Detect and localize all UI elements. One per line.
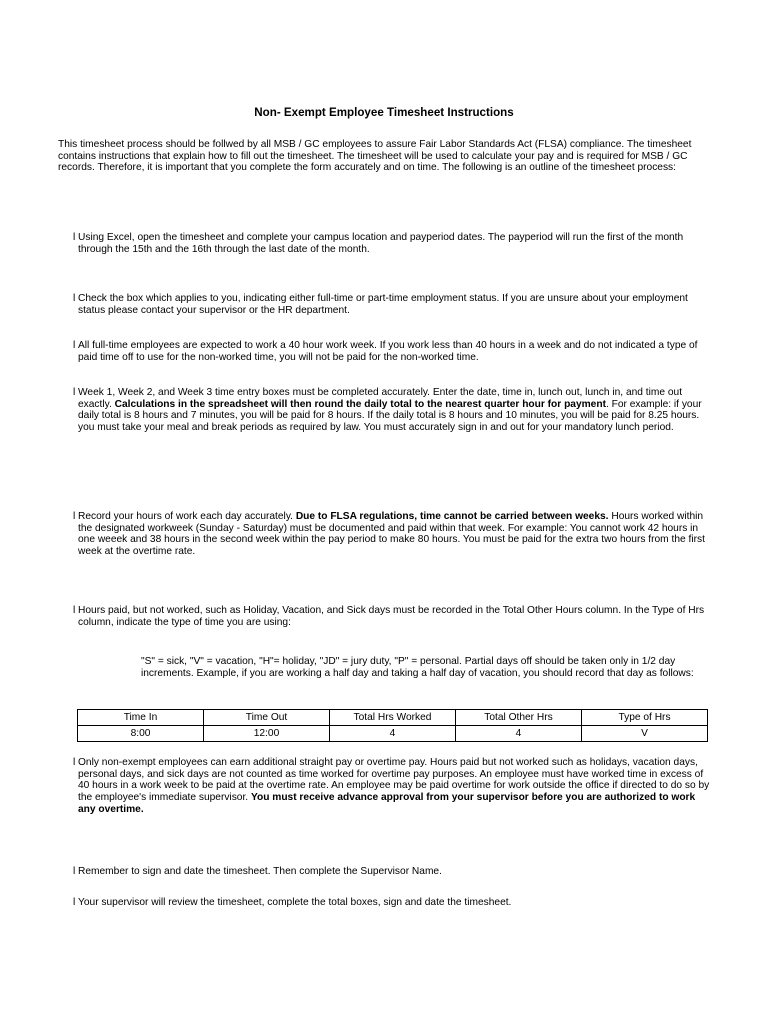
bullet-icon: l: [73, 387, 76, 398]
table-cell: 12:00: [204, 726, 330, 742]
instruction-emphasis: Due to FLSA regulations, time cannot be carried between weeks.: [295, 511, 609, 522]
bullet-icon: l: [73, 340, 76, 351]
instruction-item-3: [73, 340, 713, 363]
table-header-cell: Time Out: [204, 710, 330, 726]
table-cell: 4: [456, 726, 582, 742]
page-title: Non- Exempt Employee Timesheet Instructions: [254, 106, 514, 119]
intro-paragraph: This timesheet process should be follwed by all MSB / GC employees to assure Fair Labor Standards Act (FLSA) compliance. The timesheet contains instructions that explain how to fill out the timesheet. The timesheet will be used to calculate your pay and is required for MSB / GC records. Therefore, it is important that you complete the form accurately and on time. The following is an outline of the timesheet process:: [58, 139, 692, 174]
instruction-text: [78, 511, 713, 558]
instruction-item-7: [73, 757, 713, 816]
instruction-item-4: [73, 387, 713, 434]
table-header-cell: Type of Hrs: [582, 710, 708, 726]
instruction-item-2: [73, 293, 713, 316]
instruction-text-part: Record your hours of work each day accurately.: [78, 511, 296, 522]
instruction-text-part: Only non-exempt employees can earn additional straight pay or overtime pay. Hours paid but not worked such as holidays, vacation days, personal days, and sick days are not counted as time worked for overtime pay purposes. An employee must have worked time in excess of 40 hours in a work week to be paid at the overtime rate. An employee may be paid overtime for work outside the office if directed to do so by the employee's immediate supervisor.: [78, 757, 710, 804]
instruction-text: Using Excel, open the timesheet and complete your campus location and payperiod dates. The payperiod will run the first of the month through the 15th and the 16th through the last date of the month.: [78, 232, 684, 255]
bullet-icon: l: [73, 866, 76, 877]
instruction-text: Remember to sign and date the timesheet. Then complete the Supervisor Name.: [78, 866, 442, 877]
hours-type-legend: "S" = sick, "V" = vacation, "H"= holiday, "JD" = jury duty, "P" = personal. Partial days off should be taken only in 1/2 day increments. Example, if you are working a half day and taking a half day of vacation, you should record that day as follows:: [141, 656, 694, 679]
bullet-icon: l: [73, 605, 76, 616]
bullet-icon: l: [73, 293, 76, 304]
table-cell: V: [582, 726, 708, 742]
bullet-icon: l: [73, 511, 76, 522]
instruction-item-9: [73, 897, 713, 909]
bullet-icon: l: [73, 757, 76, 768]
instruction-text-part: . For example: if your daily total is 8 hours and 7 minutes, you will be paid for 8 hours. If the daily total is 8 hours and 10 minutes, you will be paid for 8.25 hours. you must take your meal and break periods as required by law. You must accurately sign in and out for your mandatory lunch period.: [78, 398, 702, 434]
instruction-item-8: [73, 866, 713, 878]
instruction-text-part: Week 1, Week 2, and Week 3 time entry boxes must be completed accurately. Enter the date, time in, lunch out, lunch in, and time out exactly.: [78, 387, 683, 410]
instruction-emphasis: Calculations in the spreadsheet will then round the daily total to the nearest quarter hour for payment: [114, 398, 606, 410]
instruction-emphasis: You must receive advance approval from your supervisor before you are authorized to work any overtime.: [78, 792, 696, 815]
table-header-cell: Total Hrs Worked: [330, 710, 456, 726]
bullet-icon: l: [73, 897, 76, 908]
table-row: [78, 726, 708, 742]
instruction-item-5: [73, 511, 713, 558]
table-header-cell: Total Other Hrs: [456, 710, 582, 726]
table-header-row: [78, 710, 708, 726]
instruction-text: Your supervisor will review the timesheet, complete the total boxes, sign and date the timesheet.: [78, 897, 512, 908]
instruction-text: Hours paid, but not worked, such as Holiday, Vacation, and Sick days must be recorded in the Total Other Hours column. In the Type of Hrs column, indicate the type of time you are using:: [78, 605, 705, 628]
instruction-text: [78, 757, 713, 816]
instruction-item-6: [73, 605, 713, 628]
instruction-item-1: [73, 232, 713, 255]
example-hours-table: [77, 709, 708, 742]
table-cell: 4: [330, 726, 456, 742]
bullet-icon: l: [73, 232, 76, 243]
instruction-text: Check the box which applies to you, indicating either full-time or part-time employment status. If you are unsure about your employment status please contact your supervisor or the HR department.: [78, 293, 688, 316]
instruction-text: [78, 387, 713, 434]
table-cell: 8:00: [78, 726, 204, 742]
table-header-cell: Time In: [78, 710, 204, 726]
instruction-text: All full-time employees are expected to work a 40 hour work week. If you work less than 40 hours in a week and do not indicated a type of paid time off to use for the non-worked time, you will not be paid for the non-worked time.: [78, 340, 698, 363]
instruction-text-part: Hours worked within the designated workweek (Sunday - Saturday) must be documented and paid within that week. For example: You cannot work 42 hours in one weeek and 38 hours in the second week within the pay period to make 80 hours. You must be paid for the extra two hours from the first week at the overtime rate.: [78, 511, 705, 558]
